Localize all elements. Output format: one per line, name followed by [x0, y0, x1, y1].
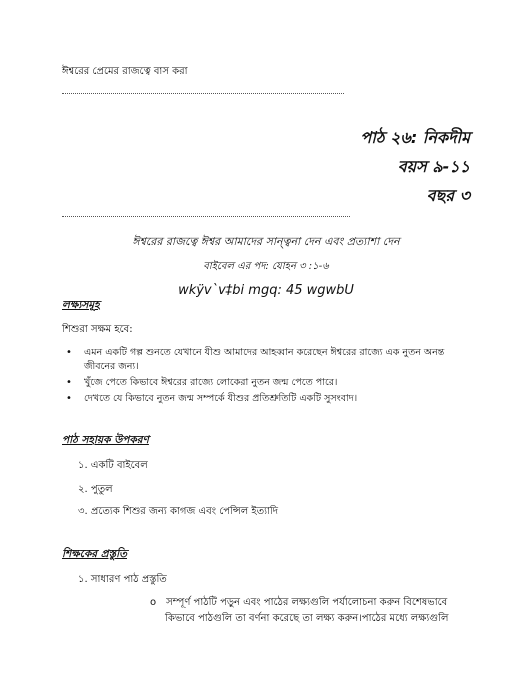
objectives-heading: লক্ষ্যসমূহ	[62, 299, 100, 311]
bible-reference: বাইবেল এর পদ: যোহন ৩ :১-৬	[203, 261, 329, 272]
lesson-duration: wkÿv`v‡bi mgq: 45 wgwbU	[178, 283, 354, 298]
dotted-divider	[62, 93, 344, 94]
year-label: বছর ৩	[426, 186, 470, 205]
objectives-intro: শিশুরা সক্ষম হবে:	[62, 324, 133, 335]
objectives-list	[62, 346, 472, 408]
list-item: ১. সাধারণ পাঠ প্রস্তুতি	[78, 574, 167, 585]
header-title: ঈশ্বরের প্রেমের রাজত্বে বাস করা	[62, 66, 188, 77]
sub-list-item-continued: কিভাবে পাঠগুলি তা বর্ণনা করেছে তা লক্ষ্য করুন।পাঠের মধ্যে লক্ষ্যগুলি	[165, 613, 449, 624]
list-item: ৩. প্রত্যেক শিশুর জন্য কাগজ এবং পেন্সিল ইত্যাদি	[78, 506, 279, 517]
circle-bullet-icon: o	[150, 597, 157, 608]
preparation-heading: শিক্ষকের প্রস্তুতি	[62, 548, 127, 560]
list-item: ১. একটি বাইবেল	[78, 460, 148, 471]
age-range: বয়স ৯-১১	[397, 157, 470, 176]
sub-list-item: o সম্পূর্ণ পাঠটি পড়ুন এবং পাঠের লক্ষ্যগুলি পর্যালোচনা করুন বিশেষভাবে	[150, 597, 448, 608]
list-item: • খুঁজে পেতে কিভাবে ঈশ্বরের রাজ্যে লোকেরা নুতন জন্ম পেতে পারে।	[66, 377, 338, 388]
list-item: ২. পুতুল	[78, 484, 113, 495]
lesson-subtitle: ঈশ্বরের রাজত্বে ঈশ্বর আমাদের সান্ত্বনা দেন এবং প্রত্যাশা দেন	[132, 235, 400, 248]
bullet-icon: •	[66, 393, 72, 404]
lesson-title: পাঠ ২৬: নিকদীম	[360, 128, 470, 147]
bullet-icon: •	[66, 377, 72, 388]
bullet-icon: •	[66, 347, 72, 358]
dotted-divider	[62, 216, 350, 217]
list-item: • দেখতে যে কিভাবে নুতন জন্ম সম্পর্কে যীশুর প্রতিশ্রুতিটি একটি সুসংবাদ।	[66, 393, 358, 404]
materials-heading: পাঠ সহায়ক উপকরণ	[62, 434, 149, 446]
list-item: • এমন একটি গল্প শুনতে যেখানে যীশু আমাদের আহব্বান করেছেন ঈশ্বরের রাজ্যে এক নুতন অনন্ত জীবনের জন্য।	[66, 347, 445, 372]
